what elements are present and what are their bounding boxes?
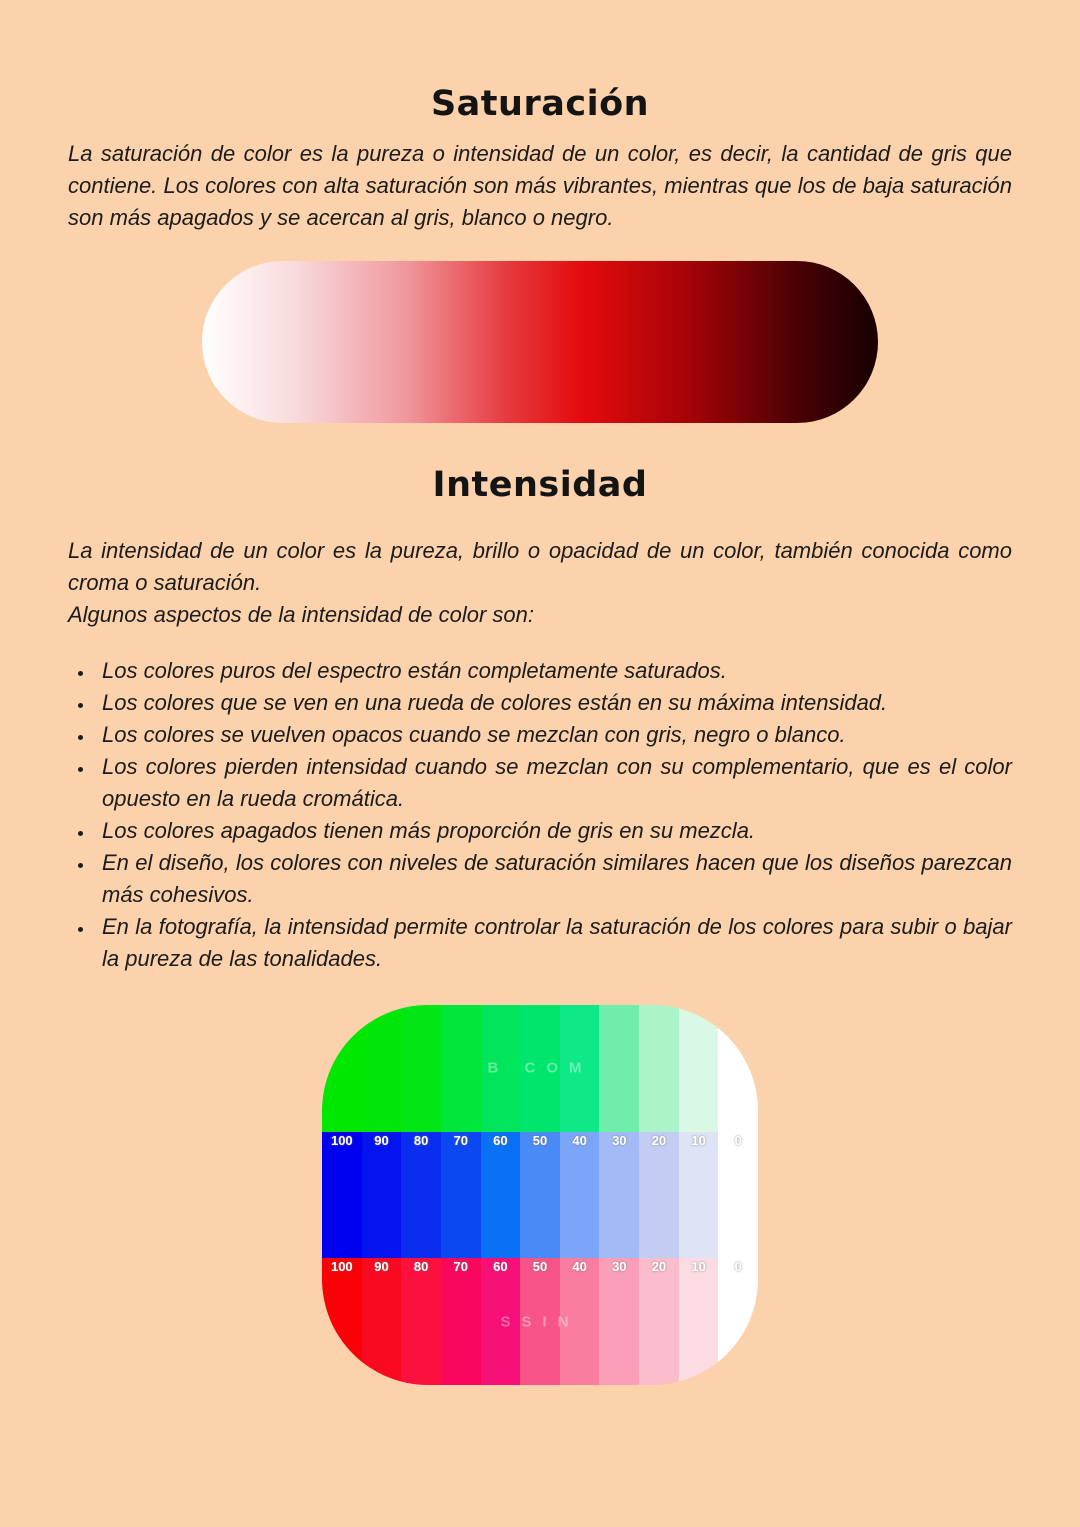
intensity-paragraph-1: La intensidad de un color es la pureza, brillo o opacidad de un color, también conocida como croma o saturación. xyxy=(68,538,1012,595)
green-saturation-cell xyxy=(362,1005,402,1132)
intensity-bullet-list xyxy=(68,655,1012,975)
percentage-label: 50 xyxy=(532,1132,548,1148)
green-saturation-cell xyxy=(560,1005,600,1132)
watermark-text: B COM xyxy=(487,1059,593,1077)
red-saturation-cell xyxy=(401,1258,441,1385)
percentage-label: 50 xyxy=(532,1259,548,1275)
red-saturation-cell xyxy=(481,1258,521,1385)
percentage-label: 60 xyxy=(493,1259,508,1275)
bullet-item: • Los colores que se ven en una rueda de colores están en su máxima intensidad. xyxy=(94,687,1012,719)
percentage-label: 0 xyxy=(734,1132,742,1148)
saturation-title: Saturación xyxy=(430,84,650,124)
blue-saturation-cell xyxy=(599,1132,639,1259)
blue-saturation-cell xyxy=(441,1132,481,1259)
intensity-title: Intensidad xyxy=(432,465,648,505)
green-saturation-cell xyxy=(639,1005,679,1132)
percentage-label: 90 xyxy=(374,1259,389,1275)
saturation-gradient-bar xyxy=(202,261,878,423)
blue-saturation-cell xyxy=(679,1132,719,1259)
percentage-label: 30 xyxy=(612,1259,627,1275)
percentage-label: 40 xyxy=(572,1259,587,1275)
green-saturation-cell xyxy=(718,1005,758,1132)
blue-saturation-cell xyxy=(401,1132,441,1259)
saturation-scale-chart xyxy=(322,1005,758,1385)
green-saturation-cell xyxy=(520,1005,560,1132)
blue-saturation-cell xyxy=(362,1132,402,1259)
green-saturation-cell xyxy=(679,1005,719,1132)
blue-saturation-cell xyxy=(520,1132,560,1259)
green-saturation-cell xyxy=(441,1005,481,1132)
red-saturation-cell xyxy=(520,1258,560,1385)
blue-saturation-cell xyxy=(639,1132,679,1259)
percentage-label: 80 xyxy=(413,1259,429,1275)
red-saturation-cell xyxy=(560,1258,600,1385)
percentage-label: 100 xyxy=(330,1132,353,1148)
percentage-label: 30 xyxy=(612,1132,627,1148)
bullet-item: • En la fotografía, la intensidad permite controlar la saturación de los colores para subir o bajar la pureza de las tonalidades. xyxy=(94,911,1012,975)
green-saturation-cell xyxy=(481,1005,521,1132)
saturation-paragraph: La saturación de color es la pureza o intensidad de un color, es decir, la cantidad de gris que contiene. Los colores con alta saturación son más vibrantes, mientras que los de baja saturación son más apagados y se acercan al gris, blanco o negro. xyxy=(68,141,1012,230)
percentage-label: 80 xyxy=(413,1132,429,1148)
bullet-item: • Los colores se vuelven opacos cuando se mezclan con gris, negro o blanco. xyxy=(94,719,1012,751)
red-saturation-cell xyxy=(639,1258,679,1385)
percentage-label: 40 xyxy=(572,1132,587,1148)
blue-saturation-cell xyxy=(560,1132,600,1259)
blue-saturation-cell xyxy=(322,1132,362,1259)
red-saturation-cell xyxy=(322,1258,362,1385)
bullet-item: • Los colores puros del espectro están completamente saturados. xyxy=(94,655,1012,687)
percentage-label: 20 xyxy=(651,1132,667,1148)
red-saturation-cell xyxy=(441,1258,481,1385)
intensity-paragraph-2: Algunos aspectos de la intensidad de color son: xyxy=(68,602,534,627)
percentage-label: 0 xyxy=(734,1259,742,1275)
blue-saturation-cell xyxy=(718,1132,758,1259)
percentage-label: 10 xyxy=(691,1259,706,1275)
green-saturation-cell xyxy=(322,1005,362,1132)
watermark-text: SSIN xyxy=(500,1313,580,1331)
red-saturation-band xyxy=(322,1258,758,1385)
green-saturation-cell xyxy=(401,1005,441,1132)
percentage-label: 20 xyxy=(651,1259,667,1275)
percentage-label: 70 xyxy=(453,1132,468,1148)
blue-saturation-cell xyxy=(481,1132,521,1259)
green-saturation-cell xyxy=(599,1005,639,1132)
bullet-item: • Los colores apagados tienen más proporción de gris en su mezcla. xyxy=(94,815,1012,847)
percentage-label: 90 xyxy=(374,1132,389,1148)
bullet-item: • Los colores pierden intensidad cuando se mezclan con su complementario, que es el color opuesto en la rueda cromática. xyxy=(94,751,1012,815)
percentage-label: 10 xyxy=(691,1132,706,1148)
percentage-label: 60 xyxy=(493,1132,508,1148)
red-saturation-cell xyxy=(599,1258,639,1385)
green-saturation-band xyxy=(322,1005,758,1132)
red-saturation-cell xyxy=(362,1258,402,1385)
percentage-label: 100 xyxy=(330,1259,353,1275)
bullet-item: • En el diseño, los colores con niveles de saturación similares hacen que los diseños parezcan más cohesivos. xyxy=(94,847,1012,911)
red-saturation-cell xyxy=(679,1258,719,1385)
percentage-label: 70 xyxy=(453,1259,468,1275)
red-saturation-cell xyxy=(718,1258,758,1385)
blue-saturation-band xyxy=(322,1132,758,1259)
